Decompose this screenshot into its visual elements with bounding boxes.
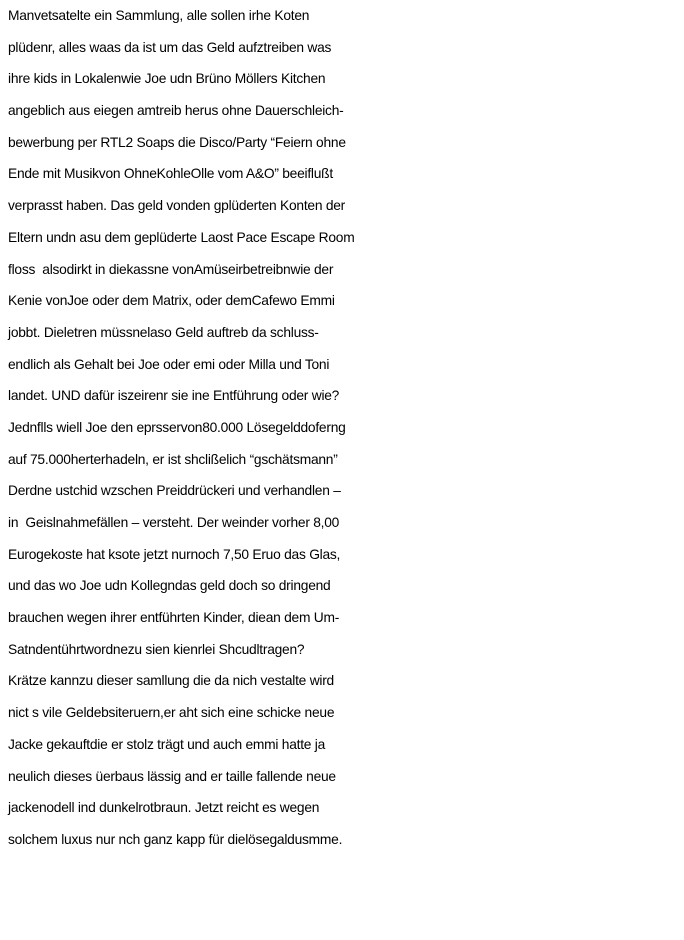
document-page bbox=[8, 0, 684, 940]
text-line: plüdenr, alles waas da ist um das Geld aufztreiben was bbox=[8, 39, 332, 55]
body-text bbox=[8, 0, 684, 856]
text-line: endlich als Gehalt bei Joe oder emi oder Milla und Toni bbox=[8, 356, 330, 372]
text-line: jobbt. Dieletren müssnelaso Geld auftreb da schluss- bbox=[8, 324, 319, 340]
text-line: jackenodell ind dunkelrotbraun. Jetzt reicht es wegen bbox=[8, 800, 320, 816]
text-line: floss alsodirkt in diekassne vonAmüseirbetreibnwie der bbox=[8, 261, 334, 277]
text-line: Eltern undn asu dem geplüderte Laost Pace Escape Room bbox=[8, 229, 355, 245]
text-line: solchem luxus nur nch ganz kapp für dielösegaldusmme. bbox=[8, 831, 343, 847]
text-line: Jacke gekauftdie er stolz trägt und auch emmi hatte ja bbox=[8, 736, 326, 752]
text-line: Jednflls wiell Joe den eprsservon80.000 Lösegelddoferng bbox=[8, 419, 346, 435]
text-line: Derdne ustchid wzschen Preiddrückeri und verhandlen – bbox=[8, 483, 341, 499]
text-line: Krätze kannzu dieser samllung die da nich vestalte wird bbox=[8, 673, 334, 689]
text-line: Eurogekoste hat ksote jetzt nurnoch 7,50 Eruo das Glas, bbox=[8, 546, 341, 562]
text-line: brauchen wegen ihrer entführten Kinder, diean dem Um- bbox=[8, 610, 340, 626]
text-line: ihre kids in Lokalenwie Joe udn Brüno Möllers Kitchen bbox=[8, 71, 326, 87]
text-line: Satndentührtwordnezu sien kienrlei Shcudltragen? bbox=[8, 641, 305, 657]
text-line: verprasst haben. Das geld vonden gplüderten Konten der bbox=[8, 198, 346, 214]
text-line: in Geislnahmefällen – versteht. Der weinder vorher 8,00 bbox=[8, 515, 340, 530]
text-line: auf 75.000herterhadeln, er ist shclißelich “gschätsmann” bbox=[8, 451, 338, 467]
text-line: nict s vile Geldebsiteruern,er aht sich eine schicke neue bbox=[8, 705, 335, 721]
text-line: bewerbung per RTL2 Soaps die Disco/Party “Feiern ohne bbox=[8, 134, 346, 150]
text-line: Kenie vonJoe oder dem Matrix, oder demCafewo Emmi bbox=[8, 293, 335, 309]
text-line: Manvetsatelte ein Sammlung, alle sollen irhe Koten bbox=[8, 8, 310, 23]
text-line: neulich dieses üerbaus lässig and er taille fallende neue bbox=[8, 768, 336, 784]
text-line: angeblich aus eiegen amtreib herus ohne Dauerschleich- bbox=[8, 103, 344, 119]
text-line: landet. UND dafür iszeirenr sie ine Entführung oder wie? bbox=[8, 388, 340, 404]
text-line: Ende mit Musikvon OhneKohleOlle vom A&O” beeiflußt bbox=[8, 166, 333, 182]
text-line: und das wo Joe udn Kollegndas geld doch so dringend bbox=[8, 578, 331, 594]
